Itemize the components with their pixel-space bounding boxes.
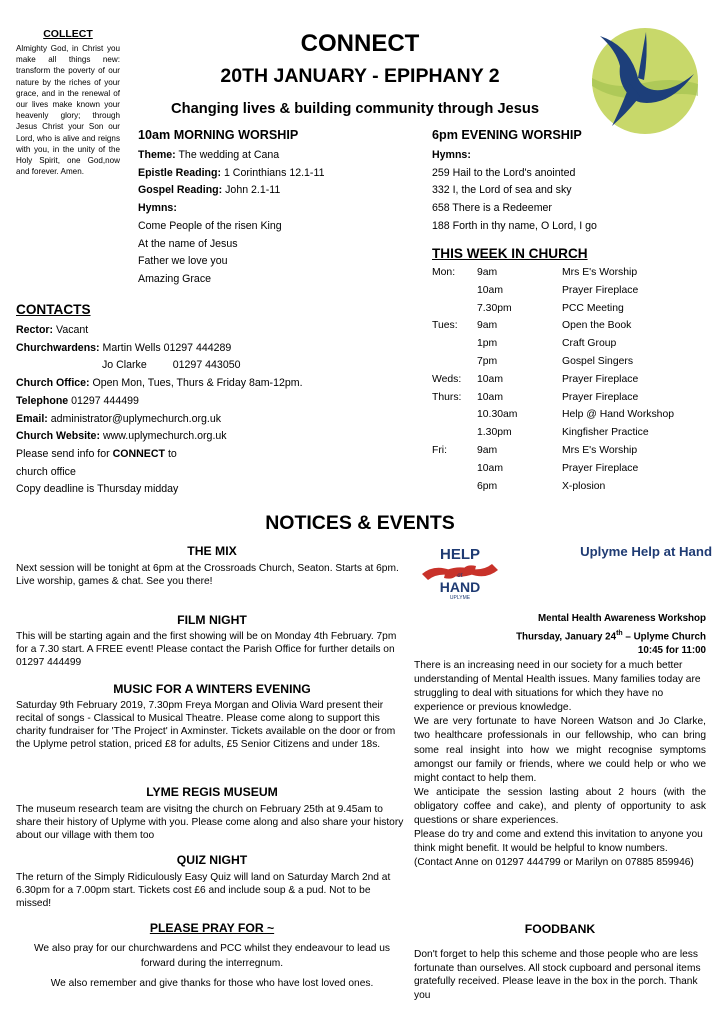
email-link[interactable]: administrator@uplymechurch.org.uk: [50, 412, 222, 425]
page-date: 20TH JANUARY - EPIPHANY 2: [220, 65, 500, 87]
schedule-day: Thurs:: [432, 391, 462, 403]
hymn-item: 658 There is a Redeemer: [432, 202, 552, 215]
morning-theme: [138, 147, 408, 165]
collect-text: Almighty God, in Christ you make all things new: transform the poverty of our nature by the riches of your grace, and in the renewal of our lives make known your heavenly glory; through Jesus Christ your Son our Lord, who is alive and reigns with you, in the unity of the Holy Spirit, one God,now and forever. Amen.: [16, 44, 120, 177]
workshop-date: [414, 627, 706, 645]
notice-title: PLEASE PRAY FOR ~: [149, 921, 275, 935]
schedule-time: 9am: [477, 267, 498, 278]
help-at-hand-logo: [414, 544, 506, 600]
telephone-value: 01297 444499: [71, 394, 139, 407]
foodbank-section: [414, 922, 706, 1003]
workshop-title: Mental Health Awareness Workshop: [537, 613, 706, 624]
email-line: [16, 411, 346, 429]
evening-heading: 6pm EVENING WORSHIP: [432, 128, 582, 142]
schedule-row: [432, 478, 712, 496]
theme-label: Theme:: [138, 149, 176, 161]
epistle-label: Epistle Reading:: [138, 166, 221, 179]
schedule-event: Mrs E's Worship: [562, 267, 638, 278]
help-logo-mid: at: [457, 571, 463, 579]
notice-title: QUIZ NIGHT: [176, 853, 248, 867]
notice-pray: [16, 921, 408, 990]
page-title: CONNECT: [300, 30, 420, 57]
website-label: Church Website:: [16, 430, 100, 443]
churchwardens-label: Churchwardens:: [16, 341, 100, 354]
schedule-time: 1pm: [477, 338, 498, 350]
notices-title: NOTICES & EVENTS: [265, 512, 455, 534]
send-info-line: [16, 446, 346, 464]
rector-value: Vacant: [56, 324, 89, 336]
churchwarden-2-line: [16, 357, 346, 375]
schedule-event: Prayer Fireplace: [562, 462, 639, 474]
help-logo-bottom: HAND: [439, 579, 481, 595]
hymn-item: 332 I, the Lord of sea and sky: [432, 184, 572, 197]
week-heading: THIS WEEK IN CHURCH: [432, 246, 588, 261]
schedule-time: 6pm: [477, 480, 498, 492]
workshop-info: [414, 612, 706, 659]
workshop-date-pre: Thursday, January 24: [516, 630, 617, 642]
notice-body: Next session will be tonight at 6pm at the Crossroads Church, Seaton. Starts at 6pm. Live worship, games & chat. See you there!: [16, 563, 399, 588]
this-week-schedule: [432, 246, 712, 495]
workshop-date-post: – Uplyme Church: [625, 630, 706, 642]
schedule-row: [432, 460, 712, 478]
schedule-time: 10am: [477, 391, 503, 403]
send-info-connect: CONNECT: [112, 447, 165, 460]
send-info-pre: Please send info for: [16, 447, 110, 460]
notice-museum: [16, 785, 408, 842]
foodbank-body: Don't forget to help this scheme and those people who are less fortunate than ourselves. All stock cupboard and personal items gratefully received. Please leave in the box in the porch. Thank you: [414, 949, 701, 1002]
morning-epistle: [138, 165, 408, 183]
schedule-day: Weds:: [432, 373, 462, 385]
swallow-logo: [590, 26, 700, 136]
hymn-item: 259 Hail to the Lord's anointed: [432, 166, 576, 179]
notice-body: Saturday 9th February 2019, 7.30pm Freya Morgan and Olivia Ward present their recital of songs - Classical to Musical Theatre. Please come along to support this charity fundraiser for 'The Project' in Axminster. Tickets available on the door or from the Uplyme petrol station, priced £8 for adults, £5 Senior Citizens and under 18s.: [16, 700, 396, 751]
office-hours: Open Mon, Tues, Thurs & Friday 8am-12pm.: [92, 377, 303, 390]
schedule-event: Mrs E's Worship: [562, 444, 638, 456]
evening-worship: [432, 128, 702, 236]
schedule-time: 10am: [477, 373, 503, 385]
schedule-time: 9am: [477, 320, 498, 332]
website-line: [16, 428, 346, 446]
telephone-label: Telephone: [16, 394, 69, 407]
contacts-heading: CONTACTS: [16, 302, 91, 317]
notice-title: MUSIC FOR A WINTERS EVENING: [113, 682, 311, 696]
evening-hymns-label: Hymns:: [432, 149, 471, 161]
send-info-post: to: [167, 447, 177, 460]
schedule-row: [432, 389, 712, 407]
schedule-day: Mon:: [432, 267, 456, 278]
help-paragraph: We are very fortunate to have Noreen Watson and Jo Clarke, two healthcare professionals in our fellowship, who can bring some real insight into how we might recognise symptoms amongst our family or friends, where we could help or who we might contact to help them.: [414, 716, 706, 784]
schedule-row: [432, 406, 712, 424]
notice-title: LYME REGIS MUSEUM: [146, 785, 278, 799]
schedule-time: 10am: [477, 284, 503, 296]
epistle-value: 1 Corinthians 12.1-11: [223, 166, 325, 179]
gospel-label: Gospel Reading:: [138, 184, 223, 197]
schedule-event: Gospel Singers: [562, 355, 634, 367]
notice-quiz: [16, 853, 408, 910]
schedule-row: [432, 442, 712, 460]
foodbank-title: FOODBANK: [524, 922, 596, 936]
hymn-item: Come People of the risen King: [138, 219, 282, 232]
help-paragraph: There is an increasing need in our society for a much better understanding of Mental Health issues. Many families today are struggling to deal with situations for which they have no experience or previous knowledge.: [414, 660, 701, 714]
schedule-event: Open the Book: [562, 320, 632, 332]
contacts-section: [16, 302, 346, 499]
morning-worship: [138, 128, 408, 289]
schedule-time: 7pm: [477, 355, 498, 367]
schedule-row: [432, 335, 712, 353]
collect-section: [16, 28, 120, 177]
schedule-row: [432, 264, 712, 282]
churchwardens-line: [16, 340, 346, 358]
notice-title: FILM NIGHT: [177, 613, 247, 627]
send-info-line-2: church office: [16, 465, 76, 478]
schedule-time: 10am: [477, 462, 503, 474]
rector-label: Rector:: [16, 324, 54, 336]
notice-music: [16, 682, 408, 751]
week-table: [432, 264, 712, 495]
schedule-row: [432, 371, 712, 389]
workshop-time: 10:45 for 11:00: [637, 645, 706, 657]
warden-2-phone: 01297 443050: [172, 359, 241, 372]
warden-1: Martin Wells 01297 444289: [102, 341, 232, 354]
schedule-time: 7.30pm: [477, 302, 512, 314]
notice-the-mix: [16, 544, 408, 588]
schedule-time: 9am: [477, 444, 498, 456]
office-line: [16, 375, 346, 393]
morning-hymns-label: Hymns:: [138, 202, 177, 215]
help-at-hand-heading: Uplyme Help at Hand: [580, 544, 712, 559]
schedule-row: [432, 317, 712, 335]
workshop-date-sup: th: [616, 629, 623, 637]
morning-heading: 10am MORNING WORSHIP: [138, 128, 299, 142]
help-at-hand-body: [414, 659, 706, 870]
schedule-event: Prayer Fireplace: [562, 373, 639, 385]
rector-line: [16, 322, 346, 340]
notice-body: The museum research team are visitng the church on February 25th at 9.45am to share their history of Uplyme with you. Please come along and also share your history about our village with them too: [16, 804, 404, 842]
schedule-event: PCC Meeting: [562, 302, 624, 314]
hymn-item: Amazing Grace: [138, 272, 212, 285]
schedule-event: Kingfisher Practice: [562, 427, 649, 439]
help-logo-top: HELP: [439, 546, 481, 563]
help-paragraph: Please do try and come and extend this invitation to anyone you think might benefit. It would be helpful to know numbers. (Contact Anne on 01297 444799 or Marilyn on 07885 859946): [414, 829, 703, 869]
notice-body: We also pray for our churchwardens and PCC whilst they endeavour to lead us forward during the interregnum.: [34, 943, 390, 969]
hymn-item: At the name of Jesus: [138, 237, 238, 250]
hymn-item: Father we love you: [138, 255, 228, 268]
schedule-row: [432, 353, 712, 371]
schedule-time: 10.30am: [477, 409, 518, 421]
office-label: Church Office:: [16, 377, 90, 390]
morning-gospel: [138, 182, 408, 200]
notice-body: This will be starting again and the first showing will be on Monday 4th February. 7pm for a 7.30 start. A FREE event! Please contact the Parish Office for further details on 01297 444499: [16, 631, 397, 669]
gospel-value: John 2.1-11: [225, 184, 281, 197]
website-link[interactable]: www.uplymechurch.org.uk: [102, 430, 227, 443]
schedule-row: [432, 300, 712, 318]
schedule-event: X-plosion: [562, 480, 606, 492]
telephone-line: [16, 393, 346, 411]
notice-body: We also remember and give thanks for those who have lost loved ones.: [50, 978, 374, 990]
help-paragraph: We anticipate the session lasting about 2 hours (with the obligatory coffee and cake), and plenty of opportunity to ask questions or share experiences.: [414, 786, 706, 827]
notice-body: The return of the Simply Ridiculously Easy Quiz will land on Saturday March 2nd at 6.30pm for a 7.00pm start. Tickets cost £6 and include soup & a pud. Not to be missed!: [16, 872, 391, 910]
schedule-time: 1.30pm: [477, 427, 512, 439]
schedule-event: Prayer Fireplace: [562, 284, 639, 296]
help-logo-sub: UPLYME: [449, 595, 471, 600]
schedule-event: Prayer Fireplace: [562, 391, 639, 403]
email-label: Email:: [16, 412, 48, 425]
page-tagline: Changing lives & building community through Jesus: [170, 101, 540, 117]
schedule-event: Craft Group: [562, 338, 617, 350]
hymn-item: 188 Forth in thy name, O Lord, I go: [432, 219, 597, 232]
deadline-line: Copy deadline is Thursday midday: [16, 483, 179, 496]
schedule-row: [432, 424, 712, 442]
warden-2-name: Jo Clarke: [102, 359, 147, 372]
schedule-day: Fri:: [432, 444, 448, 456]
notice-film-night: [16, 613, 408, 669]
notice-title: THE MIX: [187, 544, 237, 558]
collect-title: COLLECT: [43, 28, 93, 40]
schedule-day: Tues:: [432, 320, 458, 332]
schedule-event: Help @ Hand Workshop: [562, 409, 675, 421]
theme-value: The wedding at Cana: [178, 149, 280, 161]
schedule-row: [432, 282, 712, 300]
